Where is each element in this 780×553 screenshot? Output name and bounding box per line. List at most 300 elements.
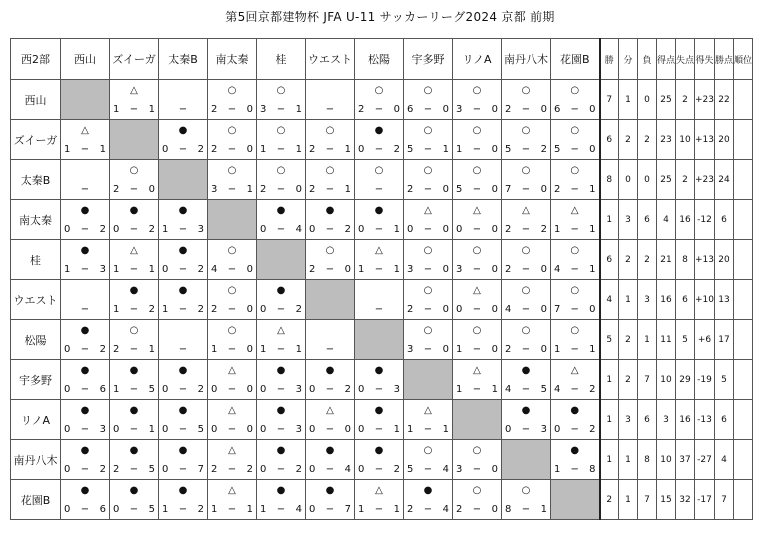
score-for: 2 (358, 104, 365, 115)
stat-goals-against: 32 (676, 480, 695, 520)
match-cell (61, 360, 110, 400)
score-against: 0 (295, 184, 302, 195)
score-against: 3 (99, 424, 106, 435)
score-for: 0 (309, 424, 316, 435)
score-against: 0 (491, 264, 498, 275)
score-for: 1 (456, 344, 463, 355)
match-cell (404, 280, 453, 320)
score-against: 1 (295, 144, 302, 155)
match-score (358, 385, 400, 395)
self-match-cell (257, 240, 306, 280)
column-team-name: 桂 (257, 39, 306, 80)
score-for: 1 (456, 384, 463, 395)
score-against: 2 (540, 144, 547, 155)
score-for: 2 (505, 344, 512, 355)
match-score (456, 305, 498, 315)
match-cell (355, 160, 404, 200)
match-score (407, 105, 449, 115)
score-against: 0 (491, 304, 498, 315)
score-separator: − (129, 344, 139, 355)
score-against: 5 (148, 384, 155, 395)
score-for: 0 (211, 424, 218, 435)
score-separator: − (570, 464, 579, 475)
result-symbol: ○ (227, 165, 237, 176)
match-score (407, 425, 449, 435)
score-separator: − (570, 344, 579, 355)
result-symbol: ● (276, 405, 286, 416)
match-cell (502, 160, 551, 200)
match-cell (355, 120, 404, 160)
match-cell (355, 280, 404, 320)
match-score (260, 505, 302, 515)
score-for: 3 (456, 464, 463, 475)
stat-rank (734, 400, 753, 440)
no-score-mark: − (325, 344, 335, 355)
no-score-mark: − (178, 104, 188, 115)
result-symbol: ○ (570, 285, 580, 296)
row-team-name: リノA (11, 400, 61, 440)
score-against: 2 (197, 304, 204, 315)
match-score (162, 425, 204, 435)
score-against: 1 (246, 504, 253, 515)
table-row (11, 320, 753, 360)
match-score (358, 225, 400, 235)
score-against: 0 (589, 304, 596, 315)
result-symbol: ● (325, 485, 335, 496)
score-separator: − (129, 504, 139, 515)
score-for: 2 (309, 264, 316, 275)
page-title: 第5回京都建物杯 JFA U-11 サッカーリーグ2024 京都 前期 (225, 10, 555, 24)
match-cell (110, 320, 159, 360)
stat-wins: 5 (600, 320, 619, 360)
stat-losses: 0 (638, 80, 657, 120)
score-against: 0 (540, 104, 547, 115)
match-cell (159, 360, 208, 400)
result-symbol: ● (178, 365, 188, 376)
match-cell (404, 120, 453, 160)
stat-goal-difference: +13 (695, 240, 715, 280)
stat-goals-for: 25 (657, 80, 676, 120)
stat-draws: 2 (619, 360, 638, 400)
score-separator: − (178, 224, 188, 235)
result-symbol: △ (473, 365, 481, 376)
result-symbol: ○ (472, 125, 482, 136)
stat-header-rank: 順位 (734, 39, 753, 80)
stat-draws: 1 (619, 480, 638, 520)
row-team-name: ズイーガ (11, 120, 61, 160)
stat-goal-difference: +13 (695, 120, 715, 160)
match-score (554, 305, 596, 315)
result-symbol: ○ (276, 165, 286, 176)
score-separator: − (521, 344, 531, 355)
match-cell (502, 280, 551, 320)
stat-wins: 1 (600, 360, 619, 400)
stat-goal-difference: +23 (695, 160, 715, 200)
result-symbol: ● (80, 245, 90, 256)
stat-wins: 4 (600, 280, 619, 320)
score-against: 1 (540, 504, 547, 515)
score-separator: − (178, 264, 188, 275)
match-cell (453, 240, 502, 280)
stat-rank (734, 480, 753, 520)
result-symbol: ○ (521, 485, 531, 496)
result-symbol: ○ (521, 85, 531, 96)
result-symbol: ● (521, 405, 531, 416)
match-cell (453, 440, 502, 480)
match-score (162, 465, 204, 475)
score-separator: − (178, 464, 188, 475)
match-score (64, 505, 106, 515)
result-symbol: ○ (472, 445, 482, 456)
result-symbol: ● (276, 445, 286, 456)
match-score (309, 145, 351, 155)
score-against: 2 (344, 224, 351, 235)
score-for: 1 (113, 304, 120, 315)
match-score (64, 265, 106, 275)
result-symbol: ○ (423, 125, 433, 136)
score-against: 0 (491, 504, 498, 515)
score-separator: − (276, 224, 286, 235)
match-score (113, 425, 155, 435)
result-symbol: ● (276, 365, 286, 376)
score-for: 0 (260, 384, 267, 395)
score-separator: − (325, 384, 335, 395)
column-team-name: 花園B (551, 39, 600, 80)
score-separator: − (227, 384, 237, 395)
score-against: 5 (148, 464, 155, 475)
score-for: 2 (211, 104, 218, 115)
score-for: 1 (64, 264, 71, 275)
match-score (407, 225, 449, 235)
match-cell (502, 480, 551, 520)
match-cell (355, 480, 404, 520)
score-for: 5 (407, 144, 414, 155)
score-separator: − (325, 424, 335, 435)
match-cell (208, 240, 257, 280)
score-separator: − (129, 264, 139, 275)
score-for: 5 (554, 144, 561, 155)
match-cell (453, 160, 502, 200)
score-for: 1 (113, 384, 120, 395)
result-symbol: ○ (570, 165, 580, 176)
match-score (554, 185, 596, 195)
stat-goal-difference: +6 (695, 320, 715, 360)
result-symbol: △ (375, 245, 383, 256)
match-score (309, 505, 351, 515)
self-match-cell (453, 400, 502, 440)
score-for: 0 (113, 504, 120, 515)
result-symbol: ○ (472, 325, 482, 336)
score-against: 4 (295, 224, 302, 235)
match-score (113, 265, 155, 275)
score-for: 4 (505, 304, 512, 315)
match-score (113, 505, 155, 515)
match-score (505, 505, 547, 515)
result-symbol: ○ (423, 85, 433, 96)
stat-goals-against: 2 (676, 160, 695, 200)
stat-wins: 1 (600, 440, 619, 480)
score-against: 0 (491, 464, 498, 475)
result-symbol: △ (81, 125, 89, 136)
match-cell (159, 400, 208, 440)
score-for: 0 (407, 224, 414, 235)
match-score (162, 385, 204, 395)
match-cell (257, 280, 306, 320)
score-for: 0 (113, 224, 120, 235)
stat-wins: 1 (600, 200, 619, 240)
match-cell (257, 360, 306, 400)
score-separator: − (129, 384, 139, 395)
match-cell (110, 480, 159, 520)
result-symbol: ○ (521, 285, 531, 296)
score-separator: − (570, 264, 579, 275)
match-cell (110, 440, 159, 480)
score-against: 0 (589, 104, 596, 115)
score-separator: − (325, 464, 335, 475)
result-symbol: ● (276, 205, 286, 216)
score-for: 2 (211, 304, 218, 315)
table-row (11, 400, 753, 440)
match-cell (453, 360, 502, 400)
result-symbol: ○ (374, 165, 384, 176)
result-symbol: ● (325, 205, 335, 216)
score-separator: − (423, 344, 433, 355)
stat-losses: 2 (638, 120, 657, 160)
match-score (554, 265, 596, 275)
stat-points: 13 (715, 280, 734, 320)
stat-losses: 8 (638, 440, 657, 480)
score-for: 1 (162, 504, 169, 515)
stat-losses: 6 (638, 200, 657, 240)
score-against: 0 (442, 304, 449, 315)
match-score (554, 345, 596, 355)
result-symbol: ○ (129, 165, 139, 176)
result-symbol: ● (374, 405, 384, 416)
match-score (211, 265, 253, 275)
score-for: 2 (260, 184, 267, 195)
match-score (456, 265, 498, 275)
score-separator: − (521, 104, 531, 115)
match-cell (306, 360, 355, 400)
row-team-name: 松陽 (11, 320, 61, 360)
row-team-name: 桂 (11, 240, 61, 280)
table-row (11, 200, 753, 240)
match-score (211, 505, 253, 515)
stat-points: 20 (715, 240, 734, 280)
match-cell (502, 320, 551, 360)
result-symbol: ● (129, 205, 139, 216)
result-symbol: △ (473, 285, 481, 296)
score-for: 0 (113, 424, 120, 435)
score-against: 2 (148, 224, 155, 235)
match-cell (551, 240, 600, 280)
score-against: 1 (589, 224, 596, 235)
match-cell (208, 480, 257, 520)
match-score (211, 465, 253, 475)
match-cell (502, 120, 551, 160)
match-score (260, 105, 302, 115)
score-separator: − (472, 344, 482, 355)
stat-goals-for: 11 (657, 320, 676, 360)
score-separator: − (423, 224, 433, 235)
self-match-cell (110, 120, 159, 160)
match-score (358, 465, 400, 475)
header-row (11, 39, 753, 80)
match-score (309, 265, 351, 275)
match-score (505, 225, 547, 235)
score-for: 0 (260, 304, 267, 315)
score-against: 5 (197, 424, 204, 435)
score-for: 0 (260, 464, 267, 475)
result-symbol: ○ (472, 85, 482, 96)
match-cell (159, 280, 208, 320)
score-for: 7 (554, 304, 561, 315)
match-cell (257, 160, 306, 200)
score-for: 0 (358, 464, 365, 475)
stat-goal-difference: -13 (695, 400, 715, 440)
match-score (456, 225, 498, 235)
match-cell (110, 200, 159, 240)
match-cell (208, 320, 257, 360)
match-score (309, 425, 351, 435)
match-cell (208, 80, 257, 120)
match-score (407, 505, 449, 515)
score-separator: − (374, 104, 384, 115)
score-for: 2 (113, 464, 120, 475)
stat-losses: 0 (638, 160, 657, 200)
score-against: 2 (99, 344, 106, 355)
score-for: 0 (64, 504, 71, 515)
result-symbol: ○ (570, 245, 580, 256)
result-symbol: ● (80, 205, 90, 216)
score-for: 2 (113, 344, 120, 355)
score-for: 0 (64, 424, 71, 435)
score-separator: − (521, 304, 531, 315)
score-against: 0 (540, 264, 547, 275)
self-match-cell (551, 480, 600, 520)
score-against: 0 (148, 184, 155, 195)
result-symbol: ○ (325, 125, 335, 136)
score-separator: − (521, 424, 531, 435)
match-cell (306, 320, 355, 360)
stat-goals-for: 23 (657, 120, 676, 160)
match-cell (502, 400, 551, 440)
result-symbol: △ (228, 485, 236, 496)
match-score (211, 185, 253, 195)
match-cell (404, 80, 453, 120)
score-for: 0 (309, 504, 316, 515)
match-cell (306, 80, 355, 120)
score-against: 2 (295, 464, 302, 475)
score-against: 0 (246, 144, 253, 155)
stat-header-goals-against: 失点 (676, 39, 695, 80)
score-against: 1 (148, 344, 155, 355)
match-score (309, 185, 351, 195)
column-team-name: リノA (453, 39, 502, 80)
score-separator: − (423, 304, 433, 315)
score-for: 1 (113, 264, 120, 275)
score-for: 1 (260, 344, 267, 355)
result-symbol: △ (130, 245, 138, 256)
score-against: 6 (99, 384, 106, 395)
score-separator: − (423, 464, 433, 475)
result-symbol: ● (325, 365, 335, 376)
score-for: 2 (211, 144, 218, 155)
stat-goals-for: 10 (657, 440, 676, 480)
stat-goals-for: 4 (657, 200, 676, 240)
result-symbol: ● (178, 405, 188, 416)
stat-goal-difference: +10 (695, 280, 715, 320)
match-score (260, 145, 302, 155)
stat-rank (734, 360, 753, 400)
result-symbol: △ (228, 405, 236, 416)
stat-points: 5 (715, 360, 734, 400)
result-symbol: ● (80, 485, 90, 496)
score-for: 0 (358, 144, 365, 155)
score-against: 1 (393, 504, 400, 515)
stat-rank (734, 120, 753, 160)
score-for: 2 (505, 264, 512, 275)
match-score (358, 505, 400, 515)
score-against: 2 (197, 504, 204, 515)
match-score (358, 145, 400, 155)
score-separator: − (472, 264, 482, 275)
match-cell (61, 400, 110, 440)
match-cell (61, 120, 110, 160)
score-for: 7 (505, 184, 512, 195)
match-cell (208, 280, 257, 320)
match-score (505, 185, 547, 195)
stat-draws: 2 (619, 240, 638, 280)
result-symbol: △ (130, 85, 138, 96)
result-symbol: ○ (521, 245, 531, 256)
stat-rank (734, 320, 753, 360)
score-against: 0 (442, 184, 449, 195)
match-score (407, 145, 449, 155)
match-cell (453, 80, 502, 120)
match-cell (110, 160, 159, 200)
match-score (64, 385, 106, 395)
score-for: 1 (358, 504, 365, 515)
score-for: 4 (505, 384, 512, 395)
score-separator: − (227, 424, 237, 435)
result-symbol: △ (522, 205, 530, 216)
score-separator: − (374, 264, 384, 275)
match-score (554, 225, 596, 235)
score-against: 2 (197, 384, 204, 395)
match-cell (306, 400, 355, 440)
score-against: 0 (491, 104, 498, 115)
match-score (64, 465, 106, 475)
score-separator: − (325, 144, 335, 155)
score-against: 0 (344, 424, 351, 435)
match-cell (404, 440, 453, 480)
score-separator: − (129, 424, 139, 435)
score-separator: − (472, 224, 482, 235)
result-symbol: ● (374, 445, 384, 456)
score-against: 0 (246, 344, 253, 355)
stat-goals-for: 16 (657, 280, 676, 320)
result-symbol: ○ (227, 325, 237, 336)
score-separator: − (276, 144, 286, 155)
match-cell (453, 120, 502, 160)
row-team-name: 太秦B (11, 160, 61, 200)
stat-rank (734, 280, 753, 320)
score-against: 1 (589, 184, 596, 195)
score-separator: − (374, 464, 384, 475)
result-symbol: ● (178, 125, 188, 136)
score-separator: − (472, 464, 482, 475)
